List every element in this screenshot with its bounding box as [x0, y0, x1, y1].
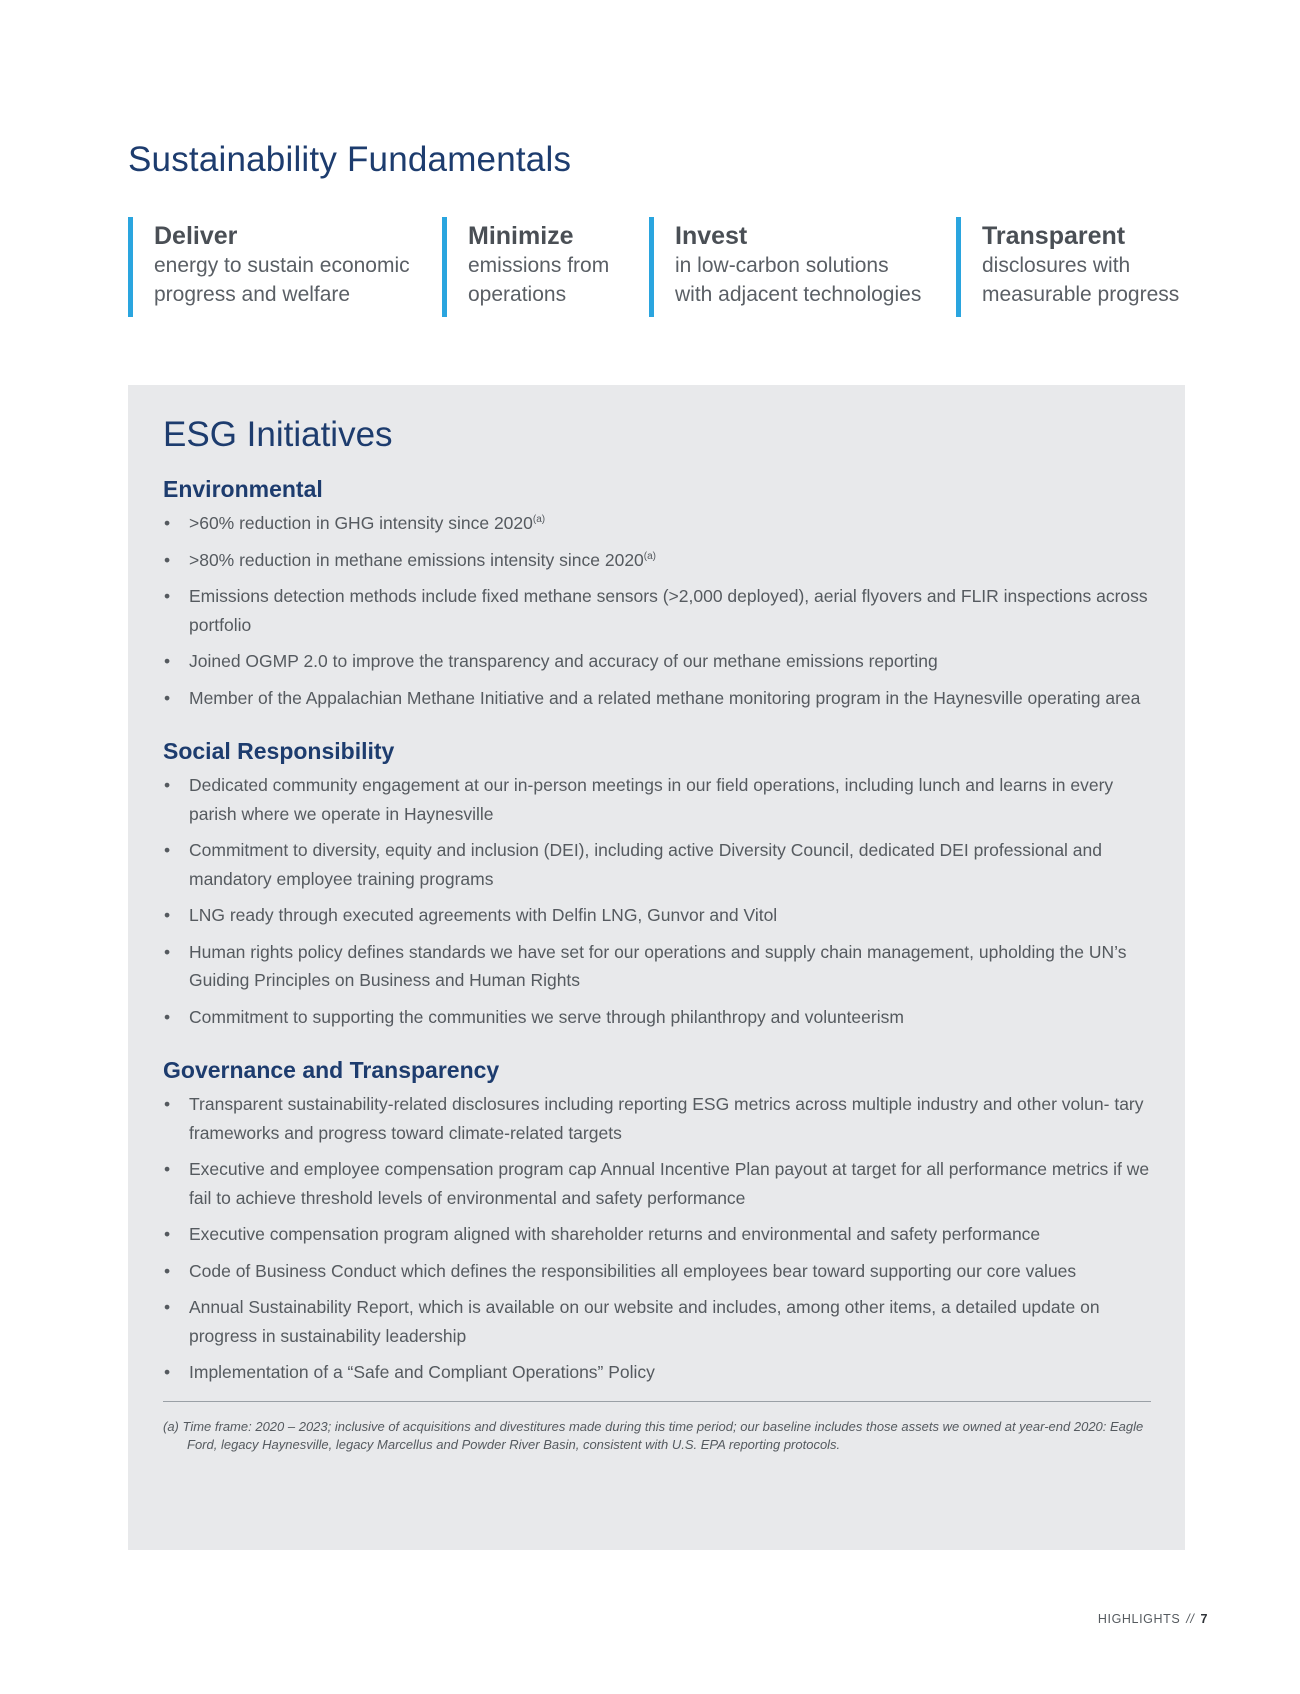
- fundamental-invest: [649, 217, 939, 317]
- list-item: • Member of the Appalachian Methane Initiative and a related methane monitoring program in the Haynesville operating area: [163, 684, 1151, 713]
- footnote-divider: [163, 1401, 1151, 1402]
- bullet-icon: •: [164, 840, 171, 860]
- fundamental-text-line: with adjacent technologies: [675, 283, 922, 306]
- list-item: • Human rights policy defines standards we have set for our operations and supply chain management, upholding the UN’s Guiding Principles on Business and Human Rights: [163, 938, 1151, 995]
- fundamental-heading: Transparent: [982, 222, 1126, 250]
- bullet-icon: •: [164, 1224, 171, 1244]
- fundamentals-row: [128, 217, 1190, 317]
- bullet-icon: •: [164, 1006, 171, 1027]
- bullet-icon: •: [164, 549, 171, 570]
- fundamental-text-line: in low-carbon solutions: [675, 254, 889, 277]
- bullet-icon: •: [164, 1094, 171, 1114]
- bullet-icon: •: [164, 513, 171, 533]
- social-list: [163, 771, 1151, 1031]
- list-item: • LNG ready through executed agreements with Delfin LNG, Gunvor and Vitol: [163, 901, 1151, 930]
- list-item: • >80% reduction in methane emissions intensity since 2020$^{(a)}$: [163, 546, 1151, 575]
- environmental-heading: Environmental: [163, 476, 323, 502]
- fundamental-minimize: [442, 217, 622, 317]
- fundamental-text-line: disclosures with: [982, 254, 1131, 277]
- list-item: • Dedicated community engagement at our in-person meetings in our field operations, including lunch and learns in every parish where we operate in Haynesville: [163, 771, 1151, 828]
- social-heading: Social Responsibility: [163, 738, 395, 764]
- fundamental-text-line: measurable progress: [982, 283, 1180, 306]
- esg-panel: [128, 385, 1185, 1550]
- list-item: • Executive compensation program aligned with shareholder returns and environmental and safety performance: [163, 1220, 1151, 1249]
- list-item: • Annual Sustainability Report, which is available on our website and includes, among other items, a detailed update on progress in sustainability leadership: [163, 1293, 1151, 1350]
- list-item: • >60% reduction in GHG intensity since 2020$^{(a)}$: [163, 509, 1151, 538]
- fundamental-text-line: emissions from: [468, 254, 610, 277]
- fundamental-transparent: [956, 217, 1190, 317]
- page-title: Sustainability Fundamentals: [128, 140, 572, 179]
- bullet-icon: •: [164, 586, 171, 606]
- list-item: • Executive and employee compensation program cap Annual Incentive Plan payout at target for all performance metrics if we fail to achieve threshold levels of environmental and safety performance: [163, 1155, 1151, 1212]
- fundamental-text-line: energy to sustain economic: [154, 254, 410, 277]
- list-item: • Implementation of a “Safe and Compliant Operations” Policy: [163, 1358, 1151, 1387]
- list-item: • Emissions detection methods include fixed methane sensors (>2,000 deployed), aerial flyovers and FLIR inspections across portfolio: [163, 582, 1151, 639]
- bullet-icon: •: [164, 1260, 171, 1281]
- fundamental-deliver: [128, 217, 418, 317]
- fundamental-heading: Deliver: [154, 222, 238, 250]
- fundamental-text-line: operations: [468, 283, 567, 306]
- bullet-icon: •: [164, 941, 171, 962]
- fundamental-text-line: progress and welfare: [154, 283, 351, 306]
- list-item: • Code of Business Conduct which defines the responsibilities all employees bear toward supporting our core values: [163, 1257, 1151, 1286]
- environmental-list: [163, 509, 1151, 712]
- page-number: 7: [1200, 1612, 1208, 1626]
- footnote: (a) Time frame: 2020 – 2023; inclusive of acquisitions and divestitures made during this time period; our baseline includes those assets we owned at year-end 2020: Eagle Ford, legacy Haynesville, legacy Marcellus and Powder River Basin, consistent with U.S. EPA reporting protocols.: [163, 1418, 1144, 1452]
- bullet-icon: •: [164, 1159, 171, 1179]
- list-item: • Joined OGMP 2.0 to improve the transparency and accuracy of our methane emissions reporting: [163, 647, 1151, 676]
- fundamental-heading: Invest: [675, 222, 748, 250]
- esg-title: ESG Initiatives: [163, 415, 393, 454]
- bullet-icon: •: [164, 775, 171, 795]
- footer-separator: //: [1186, 1612, 1195, 1626]
- bullet-icon: •: [164, 905, 171, 925]
- bullet-icon: •: [164, 651, 171, 671]
- footer-section-label: HIGHLIGHTS: [1097, 1612, 1181, 1626]
- governance-heading: Governance and Transparency: [163, 1057, 500, 1083]
- list-item: • Transparent sustainability-related disclosures including reporting ESG metrics across multiple industry and other volun- tary frameworks and progress toward climate-related targets: [163, 1090, 1151, 1147]
- bullet-icon: •: [164, 687, 171, 708]
- fundamental-heading: Minimize: [468, 222, 574, 250]
- list-item: • Commitment to supporting the communities we serve through philanthropy and volunteerism: [163, 1003, 1151, 1032]
- bullet-icon: •: [164, 1297, 171, 1317]
- list-item: • Commitment to diversity, equity and inclusion (DEI), including active Diversity Council, dedicated DEI professional and mandatory employee training programs: [163, 836, 1151, 893]
- page-footer: [1098, 1612, 1208, 1626]
- governance-list: [163, 1090, 1151, 1387]
- bullet-icon: •: [164, 1362, 171, 1382]
